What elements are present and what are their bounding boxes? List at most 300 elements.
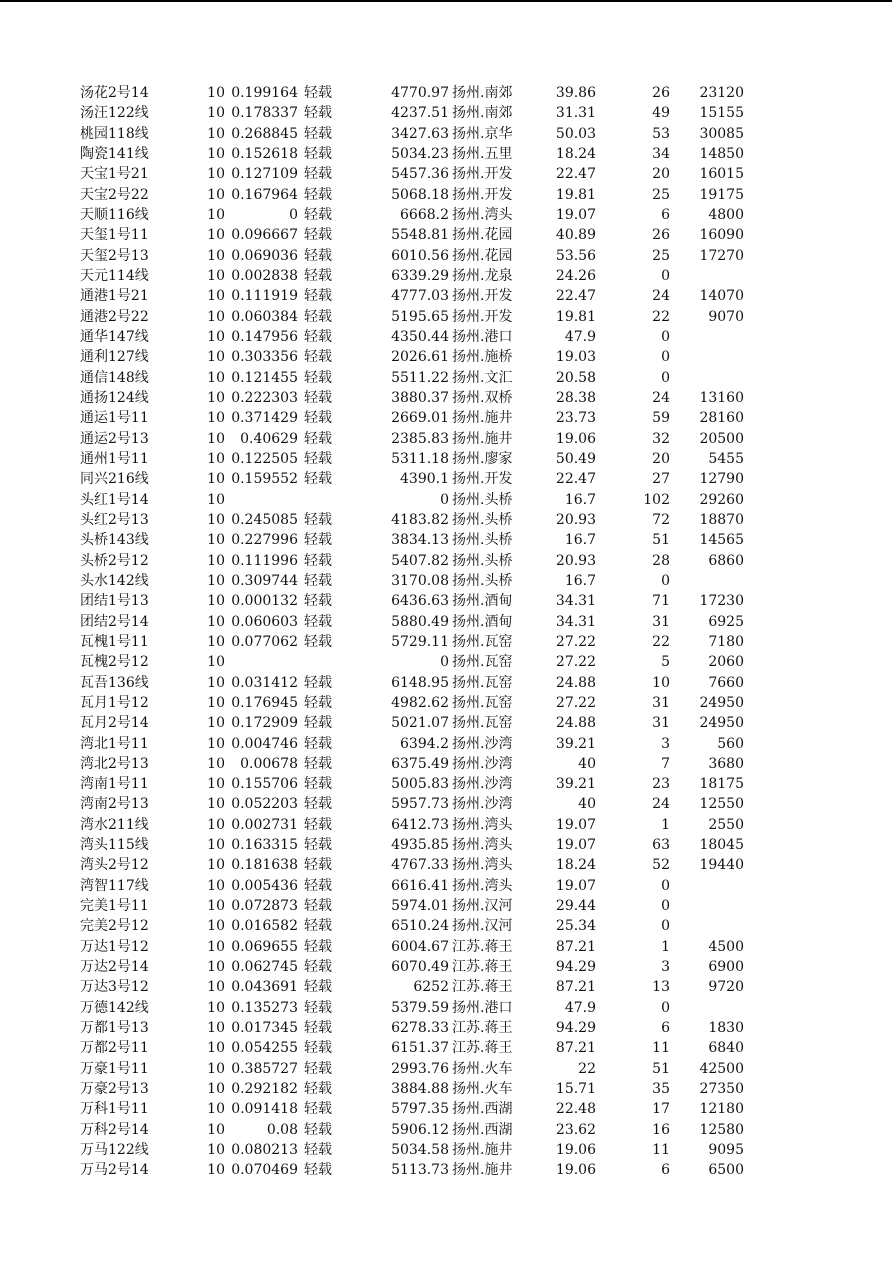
capacity-cell: 18870 [699, 511, 744, 528]
load-ratio-cell: 0.054255 [231, 1040, 298, 1057]
load-ratio-cell: 0.002731 [231, 816, 298, 833]
count-cell: 0 [661, 328, 670, 345]
location-cell: 扬州.头桥 [452, 552, 513, 569]
location-cell: 扬州.五里 [452, 145, 513, 162]
count-cell: 24 [652, 389, 670, 406]
load-status-cell: 轻载 [304, 1101, 332, 1118]
load-ratio-cell: 0.096667 [231, 227, 298, 244]
table-row [0, 469, 892, 489]
load-ratio-cell: 0.127109 [231, 166, 298, 183]
line-name-cell: 万达2号14 [80, 959, 149, 976]
voltage-cell: 10 [207, 837, 225, 854]
power-cell: 4390.1 [400, 471, 449, 488]
power-cell: 4777.03 [391, 288, 449, 305]
line-name-cell: 通华147线 [80, 328, 149, 345]
power-cell: 6148.95 [391, 674, 449, 691]
capacity-cell: 7180 [708, 633, 744, 650]
power-cell: 6668.2 [400, 206, 449, 223]
line-name-cell: 万马122线 [80, 1142, 149, 1159]
location-cell: 扬州.头桥 [452, 511, 513, 528]
capacity-cell: 1830 [708, 1020, 744, 1037]
voltage-cell: 10 [207, 308, 225, 325]
load-status-cell: 轻载 [304, 938, 332, 955]
location-cell: 扬州.开发 [452, 308, 513, 325]
load-ratio-cell: 0.227996 [231, 532, 298, 549]
line-name-cell: 湾水211线 [80, 816, 149, 833]
count-cell: 16 [652, 1121, 670, 1138]
capacity-cell: 20500 [699, 430, 744, 447]
power-cell: 3834.13 [391, 532, 449, 549]
power-cell: 3170.08 [391, 572, 449, 589]
voltage-cell: 10 [207, 1081, 225, 1098]
power-cell: 3427.63 [391, 125, 449, 142]
load-ratio-cell: 0.069036 [231, 247, 298, 264]
voltage-cell: 10 [207, 776, 225, 793]
table-row [0, 855, 892, 875]
load-status-cell: 轻载 [304, 532, 332, 549]
table-row [0, 815, 892, 835]
load-status-cell: 轻载 [304, 999, 332, 1016]
power-cell: 5407.82 [391, 552, 449, 569]
load-ratio-cell: 0.371429 [231, 410, 298, 427]
count-cell: 6 [661, 206, 670, 223]
load-status-cell: 轻载 [304, 898, 332, 915]
load-status-cell: 轻载 [304, 186, 332, 203]
load-status-cell: 轻载 [304, 796, 332, 813]
capacity-cell: 9070 [708, 308, 744, 325]
length-cell: 22.47 [555, 166, 596, 183]
count-cell: 13 [652, 979, 670, 996]
voltage-cell: 10 [207, 1020, 225, 1037]
load-ratio-cell: 0.40629 [240, 430, 298, 447]
voltage-cell: 10 [207, 166, 225, 183]
table-row [0, 1038, 892, 1058]
count-cell: 26 [652, 85, 670, 101]
length-cell: 20.58 [555, 369, 596, 386]
capacity-cell: 13160 [699, 389, 744, 406]
line-name-cell: 头红2号13 [80, 511, 149, 528]
length-cell: 23.73 [555, 410, 596, 427]
load-ratio-cell: 0.121455 [231, 369, 298, 386]
location-cell: 江苏.蒋王 [452, 938, 513, 955]
capacity-cell: 6900 [708, 959, 744, 976]
location-cell: 扬州.南郊 [452, 85, 513, 101]
voltage-cell: 10 [207, 389, 225, 406]
load-ratio-cell: 0.111996 [231, 552, 298, 569]
voltage-cell: 10 [207, 959, 225, 976]
count-cell: 0 [661, 877, 670, 894]
count-cell: 27 [652, 471, 670, 488]
length-cell: 40 [578, 796, 596, 813]
power-cell: 5021.07 [391, 715, 449, 732]
voltage-cell: 10 [207, 694, 225, 711]
voltage-cell: 10 [207, 715, 225, 732]
line-name-cell: 万达1号12 [80, 938, 149, 955]
location-cell: 扬州.瓦窑 [452, 674, 513, 691]
power-cell: 6278.33 [391, 1020, 449, 1037]
length-cell: 39.86 [555, 85, 596, 101]
table-row [0, 83, 892, 103]
table-row [0, 327, 892, 347]
location-cell: 扬州.开发 [452, 288, 513, 305]
power-cell: 6616.41 [391, 877, 449, 894]
count-cell: 0 [661, 999, 670, 1016]
load-status-cell: 轻载 [304, 552, 332, 569]
capacity-cell: 28160 [699, 410, 744, 427]
count-cell: 0 [661, 572, 670, 589]
load-ratio-cell: 0.385727 [231, 1060, 298, 1077]
table-row [0, 835, 892, 855]
table-row [0, 794, 892, 814]
table-row [0, 1099, 892, 1119]
line-name-cell: 万科2号14 [80, 1121, 149, 1138]
load-ratio-cell: 0.268845 [231, 125, 298, 142]
length-cell: 29.44 [555, 898, 596, 915]
table-row [0, 673, 892, 693]
count-cell: 53 [652, 125, 670, 142]
voltage-cell: 10 [207, 410, 225, 427]
load-status-cell: 轻载 [304, 85, 332, 101]
location-cell: 扬州.施井 [452, 410, 513, 427]
location-cell: 扬州.瓦窑 [452, 715, 513, 732]
capacity-cell: 6500 [708, 1162, 744, 1179]
load-ratio-cell: 0.172909 [231, 715, 298, 732]
voltage-cell: 10 [207, 857, 225, 874]
line-name-cell: 头桥2号12 [80, 552, 149, 569]
location-cell: 扬州.湾头 [452, 816, 513, 833]
table-row [0, 490, 892, 510]
line-name-cell: 万都2号11 [80, 1040, 149, 1057]
length-cell: 19.81 [555, 308, 596, 325]
count-cell: 10 [652, 674, 670, 691]
load-status-cell: 轻载 [304, 247, 332, 264]
table-row [0, 652, 892, 672]
table-row [0, 307, 892, 327]
power-cell: 6004.67 [391, 938, 449, 955]
load-status-cell: 轻载 [304, 959, 332, 976]
power-cell: 3880.37 [391, 389, 449, 406]
capacity-cell: 6860 [708, 552, 744, 569]
load-status-cell: 轻载 [304, 572, 332, 589]
voltage-cell: 10 [207, 1121, 225, 1138]
load-status-cell: 轻载 [304, 410, 332, 427]
location-cell: 扬州.沙湾 [452, 735, 513, 752]
line-name-cell: 万马2号14 [80, 1162, 149, 1179]
location-cell: 扬州.开发 [452, 471, 513, 488]
capacity-cell: 7660 [708, 674, 744, 691]
line-name-cell: 天宝2号22 [80, 186, 149, 203]
table-row [0, 591, 892, 611]
location-cell: 扬州.沙湾 [452, 776, 513, 793]
line-name-cell: 天宝1号21 [80, 166, 149, 183]
power-cell: 5906.12 [391, 1121, 449, 1138]
table-row [0, 388, 892, 408]
location-cell: 扬州.廖家 [452, 450, 513, 467]
table-row [0, 225, 892, 245]
table-row [0, 632, 892, 652]
line-name-cell: 万豪2号13 [80, 1081, 149, 1098]
line-name-cell: 陶瓷141线 [80, 145, 149, 162]
length-cell: 39.21 [555, 776, 596, 793]
length-cell: 94.29 [555, 1020, 596, 1037]
count-cell: 31 [652, 715, 670, 732]
power-cell: 5880.49 [391, 613, 449, 630]
load-status-cell: 轻载 [304, 145, 332, 162]
power-cell: 5974.01 [391, 898, 449, 915]
count-cell: 20 [652, 166, 670, 183]
power-cell: 4982.62 [391, 694, 449, 711]
length-cell: 22.47 [555, 288, 596, 305]
load-status-cell: 轻载 [304, 918, 332, 935]
location-cell: 扬州.施井 [452, 1162, 513, 1179]
load-ratio-cell: 0.052203 [231, 796, 298, 813]
location-cell: 江苏.蒋王 [452, 979, 513, 996]
table-row [0, 286, 892, 306]
power-cell: 0 [440, 654, 449, 671]
voltage-cell: 10 [207, 471, 225, 488]
load-status-cell: 轻载 [304, 105, 332, 122]
location-cell: 扬州.施桥 [452, 349, 513, 366]
length-cell: 23.62 [555, 1121, 596, 1138]
load-status-cell: 轻载 [304, 837, 332, 854]
power-cell: 6412.73 [391, 816, 449, 833]
count-cell: 32 [652, 430, 670, 447]
capacity-cell: 12580 [699, 1121, 744, 1138]
voltage-cell: 10 [207, 491, 225, 508]
voltage-cell: 10 [207, 999, 225, 1016]
load-ratio-cell: 0.178337 [231, 105, 298, 122]
load-ratio-cell: 0.060384 [231, 308, 298, 325]
location-cell: 江苏.蒋王 [452, 959, 513, 976]
power-cell: 5113.73 [391, 1162, 449, 1179]
line-name-cell: 湾北2号13 [80, 755, 149, 772]
capacity-cell: 4500 [708, 938, 744, 955]
count-cell: 0 [661, 267, 670, 284]
length-cell: 19.07 [555, 877, 596, 894]
load-ratio-cell: 0.135273 [231, 999, 298, 1016]
load-ratio-cell: 0.222303 [231, 389, 298, 406]
table-row [0, 124, 892, 144]
line-name-cell: 万豪1号11 [80, 1060, 149, 1077]
power-cell: 6010.56 [391, 247, 449, 264]
length-cell: 40 [578, 755, 596, 772]
load-ratio-cell: 0.181638 [231, 857, 298, 874]
line-name-cell: 湾北1号11 [80, 735, 149, 752]
load-status-cell: 轻载 [304, 166, 332, 183]
power-cell: 5034.23 [391, 145, 449, 162]
voltage-cell: 10 [207, 511, 225, 528]
count-cell: 0 [661, 369, 670, 386]
length-cell: 22.48 [555, 1101, 596, 1118]
table-row [0, 551, 892, 571]
table-row [0, 103, 892, 123]
length-cell: 15.71 [555, 1081, 596, 1098]
count-cell: 24 [652, 796, 670, 813]
line-name-cell: 通港1号21 [80, 288, 149, 305]
line-name-cell: 湾南2号13 [80, 796, 149, 813]
load-status-cell: 轻载 [304, 471, 332, 488]
power-cell: 2385.83 [391, 430, 449, 447]
table-row [0, 876, 892, 896]
line-name-cell: 天顺116线 [80, 206, 149, 223]
voltage-cell: 10 [207, 1101, 225, 1118]
line-name-cell: 完美1号11 [80, 898, 149, 915]
capacity-cell: 18175 [699, 776, 744, 793]
power-cell: 4767.33 [391, 857, 449, 874]
length-cell: 19.03 [555, 349, 596, 366]
load-status-cell: 轻载 [304, 227, 332, 244]
location-cell: 扬州.汉河 [452, 898, 513, 915]
line-name-cell: 万德142线 [80, 999, 149, 1016]
length-cell: 94.29 [555, 959, 596, 976]
table-row [0, 1160, 892, 1180]
voltage-cell: 10 [207, 206, 225, 223]
length-cell: 27.22 [555, 633, 596, 650]
line-name-cell: 汤汪122线 [80, 105, 149, 122]
location-cell: 扬州.港口 [452, 999, 513, 1016]
location-cell: 扬州.开发 [452, 166, 513, 183]
load-status-cell: 轻载 [304, 857, 332, 874]
load-ratio-cell: 0.002838 [231, 267, 298, 284]
table-row [0, 185, 892, 205]
load-status-cell: 轻载 [304, 593, 332, 610]
voltage-cell: 10 [207, 430, 225, 447]
load-status-cell: 轻载 [304, 1060, 332, 1077]
count-cell: 6 [661, 1020, 670, 1037]
capacity-cell: 18045 [699, 837, 744, 854]
count-cell: 59 [652, 410, 670, 427]
load-ratio-cell: 0.031412 [231, 674, 298, 691]
location-cell: 扬州.湾头 [452, 877, 513, 894]
location-cell: 扬州.瓦窑 [452, 654, 513, 671]
location-cell: 扬州.施井 [452, 430, 513, 447]
load-status-cell: 轻载 [304, 755, 332, 772]
location-cell: 扬州.头桥 [452, 491, 513, 508]
capacity-cell: 9720 [708, 979, 744, 996]
location-cell: 扬州.湾头 [452, 837, 513, 854]
capacity-cell: 15155 [699, 105, 744, 122]
load-ratio-cell: 0.060603 [231, 613, 298, 630]
location-cell: 扬州.头桥 [452, 572, 513, 589]
load-ratio-cell: 0.080213 [231, 1142, 298, 1159]
voltage-cell: 10 [207, 877, 225, 894]
load-status-cell: 轻载 [304, 1081, 332, 1098]
capacity-cell: 19440 [699, 857, 744, 874]
length-cell: 22.47 [555, 471, 596, 488]
power-cell: 5957.73 [391, 796, 449, 813]
length-cell: 87.21 [555, 979, 596, 996]
power-cell: 2669.01 [391, 410, 449, 427]
length-cell: 19.81 [555, 186, 596, 203]
load-ratio-cell: 0.163315 [231, 837, 298, 854]
line-name-cell: 湾南1号11 [80, 776, 149, 793]
voltage-cell: 10 [207, 105, 225, 122]
voltage-cell: 10 [207, 450, 225, 467]
capacity-cell: 3680 [708, 755, 744, 772]
count-cell: 0 [661, 349, 670, 366]
length-cell: 20.93 [555, 511, 596, 528]
load-status-cell: 轻载 [304, 674, 332, 691]
load-status-cell: 轻载 [304, 328, 332, 345]
length-cell: 19.06 [555, 1162, 596, 1179]
length-cell: 28.38 [555, 389, 596, 406]
length-cell: 27.22 [555, 654, 596, 671]
power-cell: 4350.44 [391, 328, 449, 345]
count-cell: 11 [652, 1142, 670, 1159]
load-ratio-cell: 0.155706 [231, 776, 298, 793]
count-cell: 28 [652, 552, 670, 569]
power-cell: 5379.59 [391, 999, 449, 1016]
capacity-cell: 2060 [708, 654, 744, 671]
voltage-cell: 10 [207, 1060, 225, 1077]
length-cell: 19.06 [555, 430, 596, 447]
location-cell: 扬州.酒甸 [452, 613, 513, 630]
load-ratio-cell: 0.017345 [231, 1020, 298, 1037]
location-cell: 扬州.龙泉 [452, 267, 513, 284]
voltage-cell: 10 [207, 1142, 225, 1159]
capacity-cell: 17230 [699, 593, 744, 610]
load-ratio-cell: 0.062745 [231, 959, 298, 976]
load-status-cell: 轻载 [304, 1162, 332, 1179]
location-cell: 扬州.西湖 [452, 1121, 513, 1138]
load-ratio-cell: 0.199164 [231, 85, 298, 101]
length-cell: 19.07 [555, 206, 596, 223]
length-cell: 24.26 [555, 267, 596, 284]
table-row [0, 347, 892, 367]
line-name-cell: 桃园118线 [80, 125, 149, 142]
line-name-cell: 万科1号11 [80, 1101, 149, 1118]
table-row [0, 530, 892, 550]
load-ratio-cell: 0.147956 [231, 328, 298, 345]
length-cell: 18.24 [555, 857, 596, 874]
capacity-cell: 14850 [699, 145, 744, 162]
line-name-cell: 头红1号14 [80, 491, 149, 508]
length-cell: 22 [578, 1060, 596, 1077]
location-cell: 扬州.开发 [452, 186, 513, 203]
load-status-cell: 轻载 [304, 633, 332, 650]
capacity-cell: 29260 [699, 491, 744, 508]
load-status-cell: 轻载 [304, 979, 332, 996]
load-status-cell: 轻载 [304, 206, 332, 223]
table-row [0, 977, 892, 997]
capacity-cell: 6925 [708, 613, 744, 630]
load-status-cell: 轻载 [304, 1121, 332, 1138]
count-cell: 51 [652, 532, 670, 549]
table-row [0, 916, 892, 936]
length-cell: 39.21 [555, 735, 596, 752]
load-ratio-cell: 0.043691 [231, 979, 298, 996]
count-cell: 35 [652, 1081, 670, 1098]
load-status-cell: 轻载 [304, 288, 332, 305]
voltage-cell: 10 [207, 369, 225, 386]
capacity-cell: 30085 [699, 125, 744, 142]
power-cell: 6070.49 [391, 959, 449, 976]
count-cell: 31 [652, 694, 670, 711]
table-row [0, 1018, 892, 1038]
line-name-cell: 汤花2号14 [80, 85, 149, 101]
load-status-cell: 轻载 [304, 450, 332, 467]
capacity-cell: 17270 [699, 247, 744, 264]
line-name-cell: 同兴216线 [80, 471, 149, 488]
length-cell: 34.31 [555, 593, 596, 610]
length-cell: 24.88 [555, 674, 596, 691]
location-cell: 扬州.京华 [452, 125, 513, 142]
location-cell: 江苏.蒋王 [452, 1040, 513, 1057]
capacity-cell: 2550 [708, 816, 744, 833]
load-ratio-cell: 0.004746 [231, 735, 298, 752]
load-status-cell: 轻载 [304, 267, 332, 284]
load-ratio-cell: 0.309744 [231, 572, 298, 589]
